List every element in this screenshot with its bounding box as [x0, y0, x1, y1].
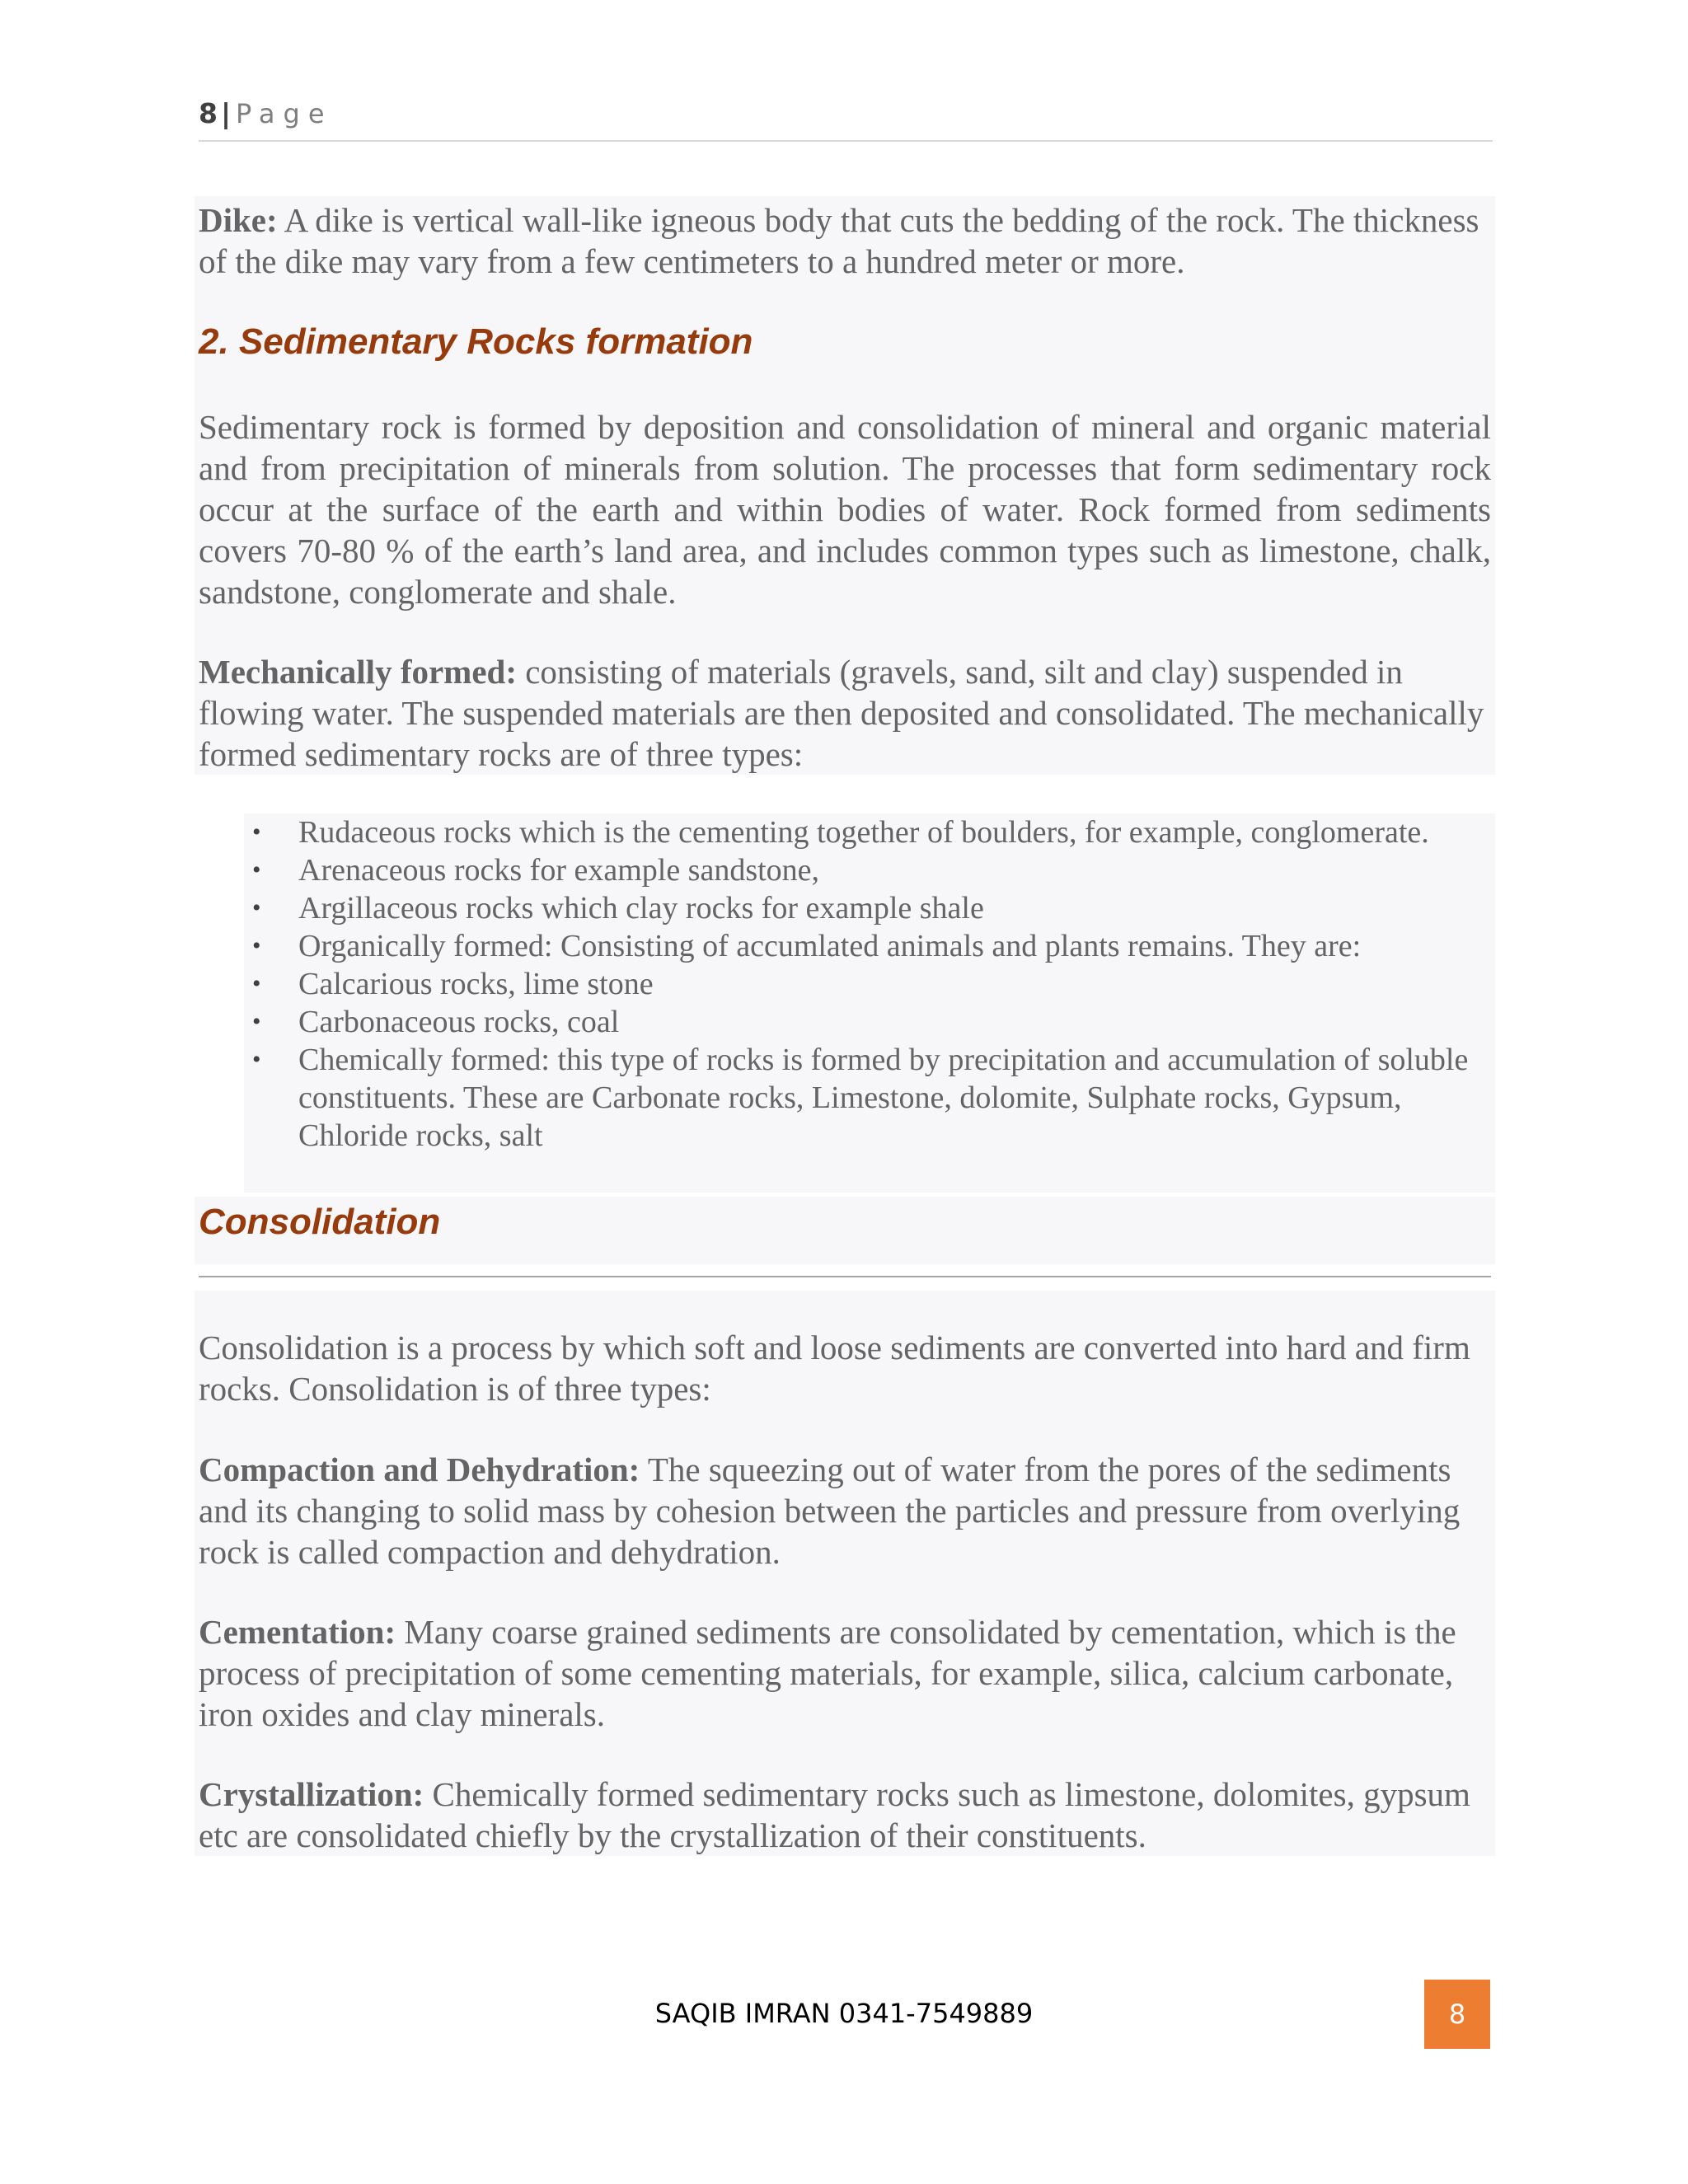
- rock-type-text: Calcarious rocks, lime stone: [298, 967, 654, 1001]
- mechanically-formed-paragraph: [199, 651, 1493, 775]
- rock-type-text: Argillaceous rocks which clay rocks for example shale: [298, 891, 984, 926]
- footer-page-number-box: [1424, 1980, 1490, 2049]
- dike-term: Dike:: [199, 201, 278, 239]
- rock-type-list-item: [244, 927, 1485, 965]
- header-page-number: 8: [199, 97, 218, 129]
- footer-page-number: 8: [1448, 1999, 1466, 2030]
- cementation-term: Cementation:: [199, 1613, 396, 1651]
- rock-type-text: Organically formed: Consisting of accumlated animals and plants remains. They are:: [298, 929, 1362, 963]
- compaction-paragraph: [199, 1449, 1493, 1572]
- mechanically-formed-text: consisting of materials (gravels, sand, silt and clay) suspended in flowing water. The suspended materials are then deposited and consolidated. The mechanically formed sedimentary rocks are of three types:: [199, 653, 1484, 773]
- bullet-icon: •: [252, 856, 261, 883]
- bullet-icon: •: [252, 818, 261, 846]
- section-heading-sedimentary: 2. Sedimentary Rocks formation: [199, 321, 753, 362]
- dike-text: A dike is vertical wall-like igneous body that cuts the bedding of the rock. The thickness of the dike may vary from a few centimeters to a hundred meter or more.: [199, 201, 1479, 280]
- bullet-icon: •: [252, 932, 261, 959]
- crystallization-paragraph: [199, 1774, 1493, 1856]
- footer-author: SAQIB IMRAN 0341-7549889: [654, 1998, 1034, 2029]
- section-heading-consolidation: Consolidation: [199, 1202, 441, 1242]
- mechanically-formed-term: Mechanically formed:: [199, 653, 517, 691]
- heading-divider: [199, 1276, 1491, 1277]
- rock-type-text: Carbonaceous rocks, coal: [298, 1005, 620, 1039]
- compaction-text: The squeezing out of water from the pores of the sediments and its changing to solid mass by cohesion between the particles and pressure from overlying rock is called compaction and dehydration.: [199, 1451, 1461, 1571]
- rock-type-list-item: [244, 1003, 1485, 1041]
- bullet-icon: •: [252, 1008, 261, 1035]
- rock-types-list: [244, 813, 1495, 1193]
- rock-type-list-item: [244, 889, 1485, 927]
- rock-type-text: Rudaceous rocks which is the cementing together of boulders, for example, conglomerate.: [298, 815, 1429, 850]
- rock-type-text: Chemically formed: this type of rocks is formed by precipitation and accumulation of soluble constituents. These are Carbonate rocks, Limestone, dolomite, Sulphate rocks, Gypsum, Chloride rocks, salt: [298, 1043, 1469, 1153]
- consolidation-intro-paragraph: Consolidation is a process by which soft and loose sediments are converted into hard and firm rocks. Consolidation is of three types:: [199, 1329, 1470, 1408]
- crystallization-text: Chemically formed sedimentary rocks such as limestone, dolomites, gypsum etc are consolidated chiefly by the crystallization of their constituents.: [199, 1775, 1470, 1854]
- rock-type-text: Arenaceous rocks for example sandstone,: [298, 853, 820, 888]
- dike-paragraph: [199, 199, 1493, 282]
- crystallization-term: Crystallization:: [199, 1775, 424, 1813]
- cementation-paragraph: [199, 1611, 1493, 1735]
- rock-type-list-item: [244, 851, 1485, 889]
- bullet-icon: •: [252, 970, 261, 997]
- compaction-term: Compaction and Dehydration:: [199, 1451, 640, 1488]
- header-separator: |: [220, 97, 232, 129]
- rock-type-list-item: [244, 1041, 1485, 1155]
- bullet-icon: •: [252, 1046, 261, 1073]
- page-header: [199, 97, 1493, 142]
- sedimentary-intro-paragraph: Sedimentary rock is formed by deposition and consolidation of mineral and organic material and from precipitation of minerals from solution. The processes that form sedimentary rock occur at the surface of the earth and within bodies of water. Rock formed from sediments covers 70-80 % of the earth’s land area, and includes common types such as limestone, chalk, sandstone, conglomerate and shale.: [199, 408, 1491, 611]
- bullet-icon: •: [252, 894, 261, 921]
- rock-type-list-item: [244, 965, 1485, 1003]
- rock-type-list-item: [244, 813, 1485, 851]
- header-page-word: Page: [236, 98, 333, 129]
- cementation-text: Many coarse grained sediments are consolidated by cementation, which is the process of precipitation of some cementing materials, for example, silica, calcium carbonate, iron oxides and clay minerals.: [199, 1613, 1456, 1733]
